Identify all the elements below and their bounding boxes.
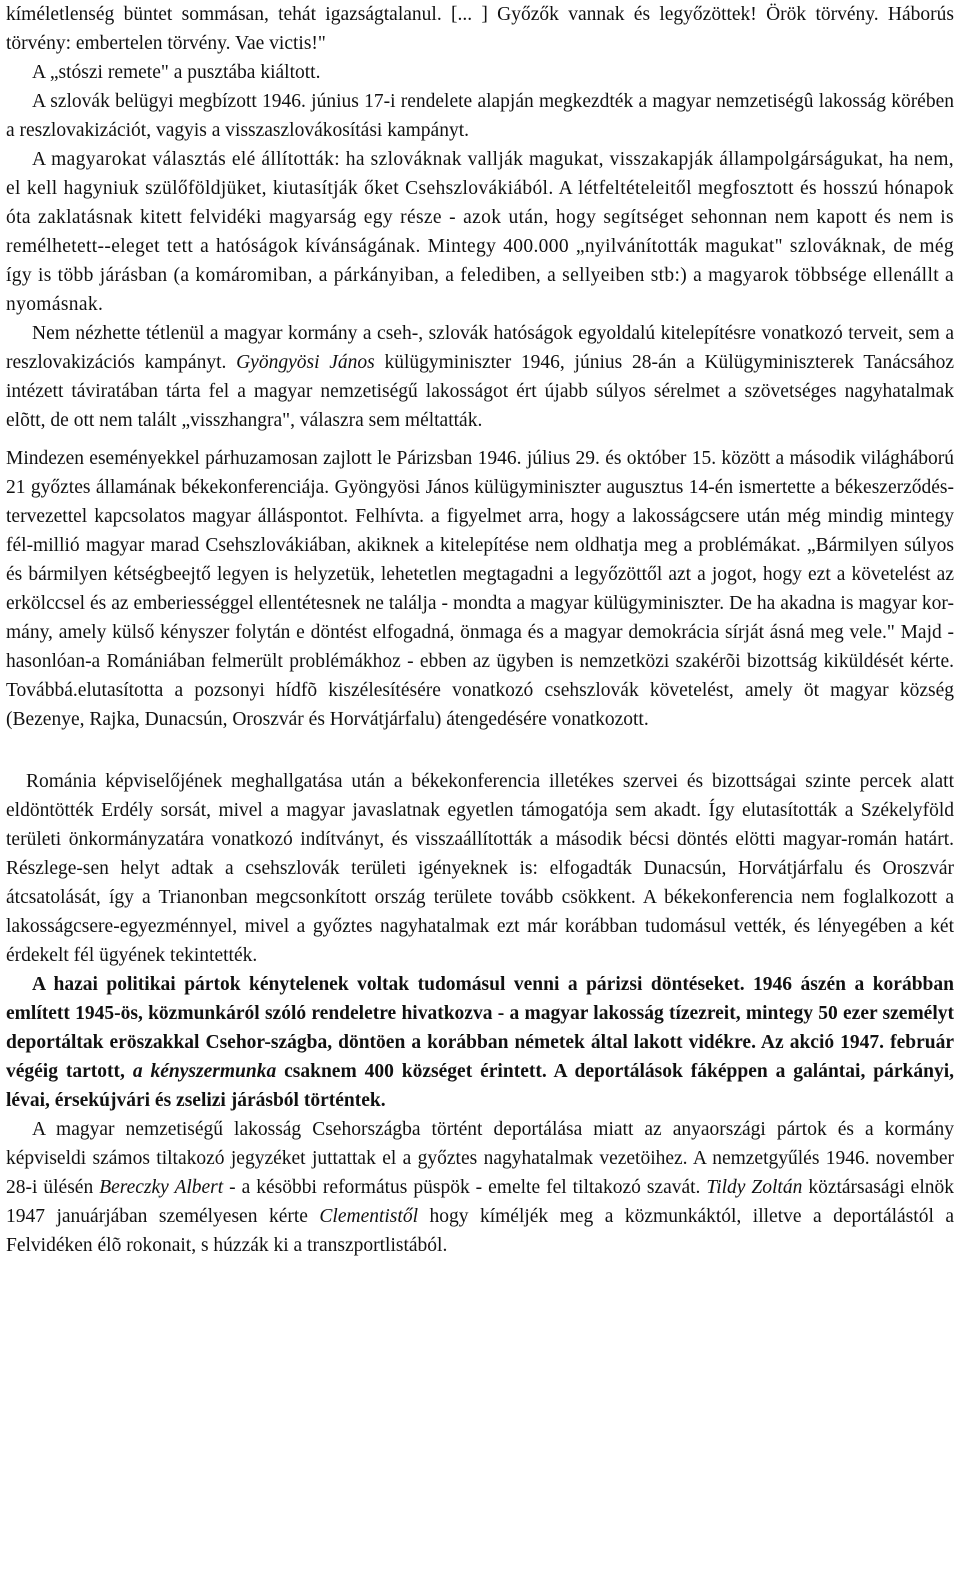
paragraph-deportalas-text-b: csaknem 400 községet érintett. A deportálások fáképpen a galántai, párkányi, lévai, érsekújvári és zselizi járásból történtek. — [6, 1061, 954, 1111]
person-name-tildy: Tildy Zoltán — [706, 1177, 803, 1198]
paragraph-tiltakozas-text-a: A magyar nemzetiségű lakosság Csehországba történt deportálása miatt az anyaországi pártok és a kormány képviseldi számos tiltakozó jegyzéket juttattak el a győztes nagyhatalmak vezetöihez. A nemzetgyűlés 1946. november 28-i ülésén — [6, 1119, 954, 1198]
paragraph-tiltakozas — [6, 1115, 954, 1260]
paragraph-tiltakozas-text-d: hogy kíméljék meg a közmunkáktól, illetve a deportálástól a Felvidéken élõ rokonait, s húzzák ki a transzportlistából. — [6, 1206, 954, 1256]
paragraph-tiltakozas-text-c: köztársasági elnök 1947 januárjában személyesen kérte — [6, 1177, 954, 1227]
paragraph-remete: A „stószi remete" a pusztába kiáltott. — [32, 62, 321, 83]
document-page — [6, 0, 954, 1260]
paragraph-deportalas-text-a: A hazai politikai pártok kénytelenek voltak tudomásul venni a párizsi döntéseket. 1946 ászén a korábban említett 1945-ös, közmunkáról szóló rendeletre hivatkozva - a magyar lakosság tízezreit, mintegy 50 ezer személyt deportáltak eröszakkal Csehor-szágba, döntöen a korábban németek által lakott vidékre. Az akció 1947. február végéig tartott, — [6, 974, 954, 1082]
emphasis-kenyszermunka: a kényszermunka — [132, 1061, 277, 1082]
paragraph-reszlovakizacio: A szlovák belügyi megbízott 1946. június 17-i rendelete alapján megkezdték a magyar nemzetiségû lakosság körében a reszlovakizációt, vagyis a visszaszlovákosítási kampányt. — [6, 91, 954, 141]
paragraph-kormany-text-a: Nem nézhette tétlenül a magyar kormány a cseh-, szlovák hatóságok egyoldalú kitelepítésre vonatkozó terveit, sem a reszlovakizációs kampányt. — [6, 323, 954, 373]
paragraph-kormany — [6, 319, 954, 435]
spacer — [6, 734, 954, 767]
person-name-clementis: Clementistől — [319, 1206, 418, 1227]
paragraph-deportalas — [6, 970, 954, 1115]
paragraph-valasztas: A magyarokat választás elé állították: ha szlováknak vallják magukat, visszakapják állampolgárságukat, ha nem, el kell hagyniuk szülőföldjüket, kiutasítják őket Csehszlovákiából. A létfeltételeitől megfosztott és hosszú hónapok óta zaklatásnak kitett felvidéki magyarság egy része - azok után, hogy segítséget sehonnan nem kapott és nem is remélhetett--eleget tett a hatóságok kívánságának. Mintegy 400.000 „nyilvánították magukat" szlováknak, de még így is több járásban (a komáromiban, a párkányiban, a felediben, a sellyeiben stb:) a magyarok többsége ellenállt a nyomásnak. — [6, 149, 954, 315]
person-name-gyongyosi: Gyöngyösi János — [236, 352, 375, 373]
paragraph-bekekonferencia: Mindezen eseményekkel párhuzamosan zajlott le Párizsban 1946. július 29. és október 15. között a második világháború 21 győztes államának békekonferenciája. Gyöngyösi János külügyminiszter augusztus 14-én ismertette a békeszerződés-tervezettel kapcsolatos magyar álláspontot. Felhívta. a figyelmet arra, hogy a lakosságcsere után még mindig mintegy fél-millió magyar marad Csehszlovákiában, akiknek a kitelepítése nem oldhatja meg a problémákat. „Bármilyen súlyos és bármilyen kétségbeejtő legyen is helyzetük, lehetetlen megtagadni a legyőzöttől azt a jogot, hogy ezt a követelést az erkölccsel és az emberiességgel ellentétesnek ne találja - mondta a magyar külügyminiszter. De ha akadna is magyar kor-mány, amely külső kényszer folytán e döntést elfogadná, önmaga és a magyar demokrácia sírját ásná meg vele." Majd - hasonlóan-a Romániában felmerült problémákhoz - ebben az ügyben is nemzetközi szakérõi bizottság kiküldését kérte. Továbbá.elutasította a pozsonyi hídfõ kiszélesítésére vonatkozó csehszlovák követelést, amely öt magyar község (Bezenye, Rajka, Dunacsún, Oroszvár és Horvátjárfalu) átengedésére vonatkozott. — [6, 448, 954, 730]
spacer — [6, 435, 954, 444]
paragraph-kormany-text-b: külügyminiszter 1946, június 28-án a Külügyminiszterek Tanácsához intézett táviratában tárta fel a magyar nemzetiségű lakosságot ért újabb súlyos sérelmet a szövetséges nagyhatalmak elõtt, de ott nem talált „visszhangra", válaszra sem méltatták. — [6, 352, 954, 431]
person-name-bereczky: Bereczky Albert — [99, 1177, 224, 1198]
paragraph-tiltakozas-text-b: - a késöbbi református püspök - emelte fel tiltakozó szavát. — [223, 1177, 707, 1198]
paragraph-intro-quote: kíméletlenség büntet sommásan, tehát igazságtalanul. [... ] Győzők vannak és legyőzöttek! Örök törvény. Háborús törvény: embertelen törvény. Vae victis!" — [6, 4, 954, 54]
paragraph-romania: Románia képviselőjének meghallgatása után a békekonferencia illetékes szervei és bizottságai szinte percek alatt eldöntötték Erdély sorsát, mivel a magyar javaslatnak egyetlen támogatója sem akadt. Így elutasították a Székelyföld területi önkormányzatára vonatkozó indítványt, és visszaállították a második bécsi döntés elötti magyar-román határt. Részlege-sen helyt adtak a csehszlovák területi igényeknek is: elfogadták Dunacsún, Horvátjárfalu és Oroszvár átcsatolását, így a Trianonban megcsonkított ország területe tovább csökkent. A békekonferencia nem foglalkozott a lakosságcsere-egyezménnyel, mivel a győztes nagyhatalmak ezt már korábban tudomásul vették, és lényegében a két érdekelt fél ügyének tekintették. — [6, 771, 954, 966]
